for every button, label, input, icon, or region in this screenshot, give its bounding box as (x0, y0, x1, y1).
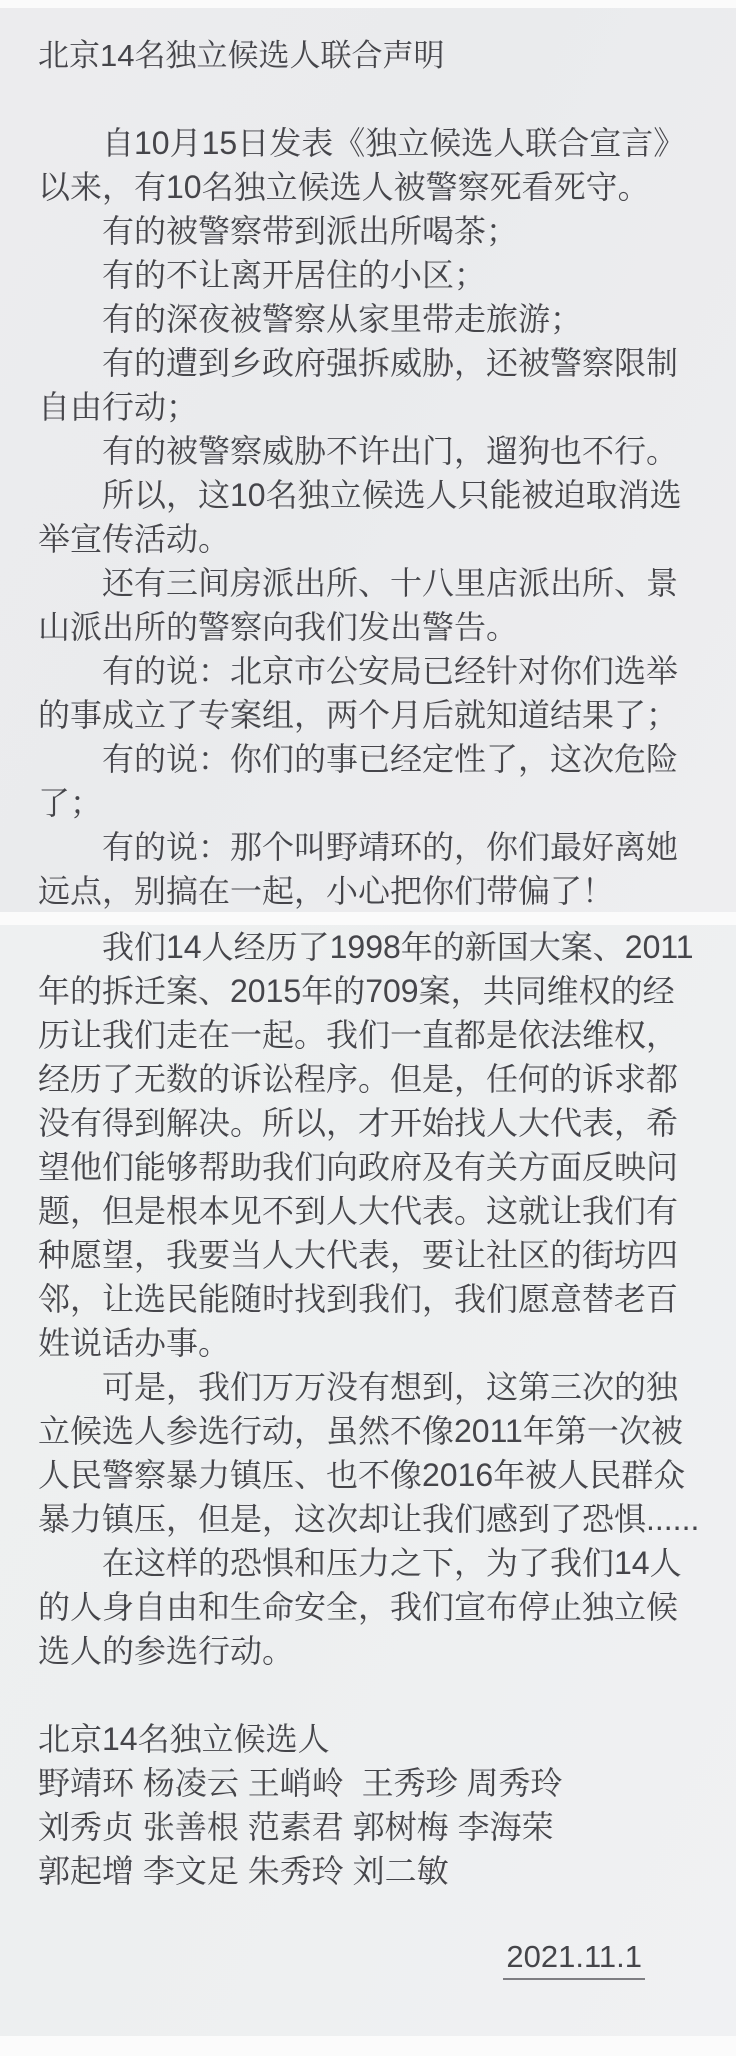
statement-section-2 (38, 925, 714, 1673)
document-photo-bottom (0, 925, 736, 2036)
statement-text-line: 有的遭到乡政府强拆威胁，还被警察限制 (102, 345, 679, 381)
statement-text-line: 远点，别搞在一起，小心把你们带偏了！ (38, 873, 615, 909)
statement-text-line: 了； (38, 785, 103, 821)
statement-text-line: 以来，有10名独立候选人被警察死看死守。 (38, 169, 650, 205)
statement-text-line: 种愿望，我要当人大代表，要让社区的街坊四 (38, 1237, 679, 1273)
statement-text-line: 邻，让选民能随时找到我们，我们愿意替老百 (38, 1281, 679, 1317)
statement-text-line: 在这样的恐惧和压力之下，为了我们14人 (102, 1545, 682, 1581)
statement-text-line: 历让我们走在一起。我们一直都是依法维权， (38, 1017, 679, 1053)
statement-text-line: 的事成立了专案组，两个月后就知道结果了； (38, 697, 679, 733)
statement-text-line: 举宣传活动。 (38, 521, 231, 557)
statement-text-line: 有的被警察威胁不许出门，遛狗也不行。 (102, 433, 679, 469)
statement-text-line: 自由行动； (38, 389, 199, 425)
bottom-edge-band (0, 2044, 736, 2056)
statement-text-line: 还有三间房派出所、十八里店派出所、景 (102, 565, 679, 601)
date-line (38, 1937, 714, 1980)
statement-text-line: 姓说话办事。 (38, 1325, 231, 1361)
statement-text-line: 望他们能够帮助我们向政府及有关方面反映问 (38, 1149, 679, 1185)
statement-text-line: 我们14人经历了1998年的新国大案、2011 (102, 929, 694, 965)
signer-names-row: 郭起增 李文足 朱秀玲 刘二敏 (38, 1853, 449, 1889)
statement-text-line: 有的不让离开居住的小区； (102, 257, 487, 293)
signer-names-row: 野靖环 杨凌云 王峭岭 王秀珍 周秀玲 (38, 1765, 563, 1801)
statement-text-line: 的人身自由和生命安全，我们宣布停止独立候 (38, 1589, 679, 1625)
statement-text-line: 山派出所的警察向我们发出警告。 (38, 609, 519, 645)
statement-section-1 (38, 121, 714, 913)
statement-text-line: 题，但是根本见不到人大代表。这就让我们有 (38, 1193, 679, 1229)
statement-text-line: 有的说：北京市公安局已经针对你们选举 (102, 653, 679, 689)
statement-text-line: 自10月15日发表《独立候选人联合宣言》 (102, 125, 686, 161)
statement-text-line: 有的说：你们的事已经定性了，这次危险 (102, 741, 679, 777)
signer-names-row: 刘秀贞 张善根 范素君 郭树梅 李海荣 (38, 1809, 554, 1845)
statement-text-line: 有的说：那个叫野靖环的，你们最好离她 (102, 829, 679, 865)
page (0, 8, 736, 2056)
statement-text-line: 有的深夜被警察从家里带走旅游； (102, 301, 583, 337)
statement-text-line: 可是，我们万万没有想到，这第三次的独 (102, 1369, 679, 1405)
statement-text-line: 人民警察暴力镇压、也不像2016年被人民群众 (38, 1457, 686, 1493)
statement-text-line: 有的被警察带到派出所喝茶； (102, 213, 519, 249)
document-title: 北京14名独立候选人联合声明 (38, 38, 445, 73)
statement-text-line: 立候选人参选行动，虽然不像2011年第一次被 (38, 1413, 683, 1449)
signature-heading: 北京14名独立候选人 (38, 1721, 330, 1757)
document-photo-top (0, 8, 736, 912)
statement-text-line: 选人的参选行动。 (38, 1633, 295, 1669)
statement-text-line: 经历了无数的诉讼程序。但是，任何的诉求都 (38, 1061, 679, 1097)
statement-text-line: 所以，这10名独立候选人只能被迫取消选 (102, 477, 682, 513)
statement-date: 2021.11.1 (503, 1937, 645, 1980)
statement-text-line: 没有得到解决。所以，才开始找人大代表，希 (38, 1105, 679, 1141)
statement-text-line: 年的拆迁案、2015年的709案，共同维权的经 (38, 973, 675, 1009)
statement-text-line: 暴力镇压，但是，这次却让我们感到了恐惧...... (38, 1501, 700, 1537)
